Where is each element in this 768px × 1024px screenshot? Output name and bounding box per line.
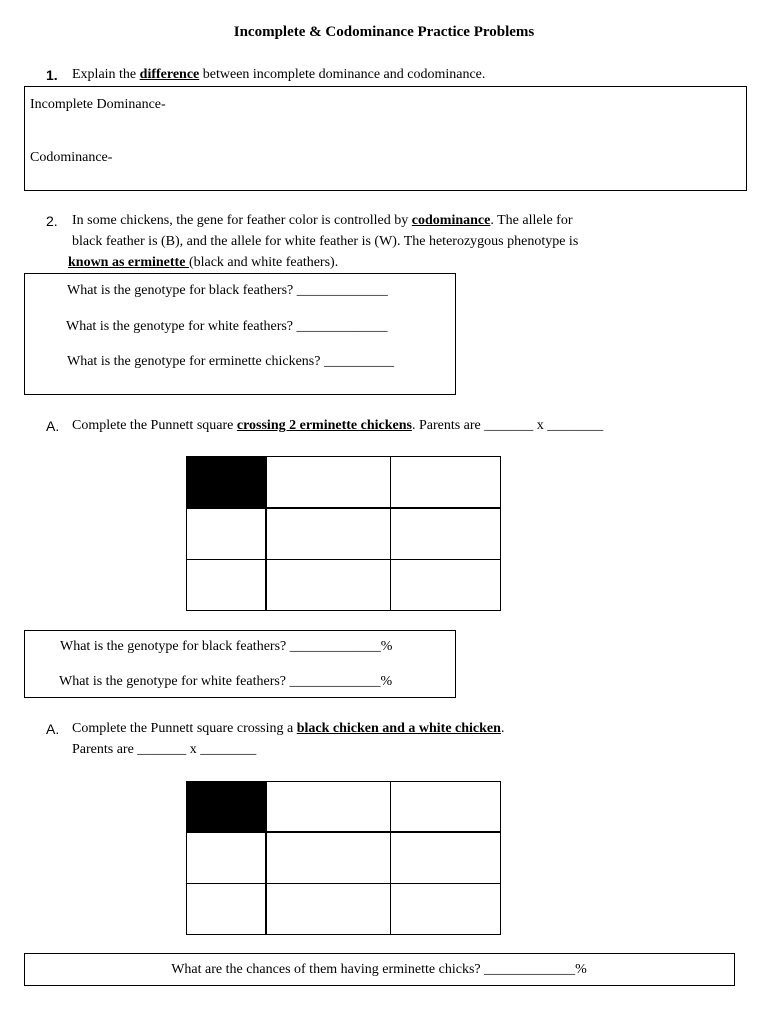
punnett-corner-cell: [187, 782, 267, 833]
page-title: Incomplete & Codominance Practice Problems: [233, 24, 535, 40]
prompt-white-percent: What is the genotype for white feathers? _____________%: [59, 674, 393, 689]
punnett-offspring-cell[interactable]: [391, 560, 501, 611]
punnett-offspring-cell[interactable]: [266, 884, 391, 935]
incomplete-dominance-label: Incomplete Dominance-: [30, 97, 166, 112]
a2-text-bold: black chicken and a white chicken: [296, 721, 501, 736]
punnett-offspring-cell[interactable]: [266, 832, 391, 884]
punnett-offspring-cell[interactable]: [391, 884, 501, 935]
prompt-black-percent: What is the genotype for black feathers? _____________%: [60, 639, 393, 654]
punnett-offspring-cell[interactable]: [391, 832, 501, 884]
punnett-parent-allele-cell[interactable]: [187, 508, 267, 560]
a1-text-before: Complete the Punnett square: [72, 418, 237, 433]
question-2-line-1: [72, 213, 573, 229]
punnett-parent-allele-cell[interactable]: [391, 457, 501, 509]
punnett-parent-allele-cell[interactable]: [266, 457, 391, 509]
punnett-parent-allele-cell[interactable]: [187, 560, 267, 611]
question-2-line-3: [68, 255, 338, 271]
q2-line1-before: In some chickens, the gene for feather color is controlled by: [72, 213, 412, 228]
part-a-1-letter: A.: [46, 418, 60, 434]
q2-line3-bold: known as erminette: [68, 255, 189, 270]
q1-text-bold: difference: [139, 67, 200, 82]
punnett-parent-allele-cell[interactable]: [391, 782, 501, 833]
punnett-square-erminette-cross: [186, 456, 501, 611]
part-a-2-letter: A.: [46, 721, 60, 737]
a1-text-after: . Parents are _______ x ________: [411, 418, 604, 433]
erminette-chance-box[interactable]: [24, 953, 735, 986]
prompt-black-genotype: What is the genotype for black feathers? _____________: [67, 283, 388, 298]
q2-line3-after: (black and white feathers).: [188, 255, 339, 270]
question-2-number: 2.: [46, 213, 58, 229]
punnett-parent-allele-cell[interactable]: [266, 782, 391, 833]
question-1-number: 1.: [46, 67, 58, 83]
part-a-1-text: [72, 418, 603, 434]
prompt-white-genotype: What is the genotype for white feathers? _____________: [66, 319, 388, 334]
q2-line1-after: . The allele for: [490, 213, 573, 228]
q2-line1-bold: codominance: [411, 213, 491, 228]
q1-text-after: between incomplete dominance and codominance.: [199, 67, 486, 82]
a2-text-after: .: [500, 721, 505, 736]
a1-text-bold: crossing 2 erminette chickens: [236, 418, 412, 433]
part-a-2-text: [72, 721, 504, 737]
question-1-text: [72, 67, 485, 83]
punnett-parent-allele-cell[interactable]: [187, 884, 267, 935]
codominance-label: Codominance-: [30, 150, 113, 165]
punnett-offspring-cell[interactable]: [266, 508, 391, 560]
q1-text-before: Explain the: [72, 67, 140, 82]
punnett-square-black-white-cross: [186, 781, 501, 935]
punnett-parent-allele-cell[interactable]: [187, 832, 267, 884]
question-2-genotype-box[interactable]: [24, 273, 456, 395]
punnett-offspring-cell[interactable]: [391, 508, 501, 560]
prompt-erminette-genotype: What is the genotype for erminette chickens? __________: [67, 354, 394, 369]
part-a-1-percent-box[interactable]: [24, 630, 456, 698]
prompt-erminette-chance: What are the chances of them having erminette chicks? _____________%: [171, 962, 587, 977]
question-1-answer-box[interactable]: [24, 86, 747, 191]
a2-text-before: Complete the Punnett square crossing a: [72, 721, 297, 736]
punnett-corner-cell: [187, 457, 267, 509]
part-a-2-parents-line: Parents are _______ x ________: [72, 742, 257, 757]
punnett-offspring-cell[interactable]: [266, 560, 391, 611]
question-2-line-2: black feather is (B), and the allele for white feather is (W). The heterozygous phenotype is: [72, 234, 579, 249]
